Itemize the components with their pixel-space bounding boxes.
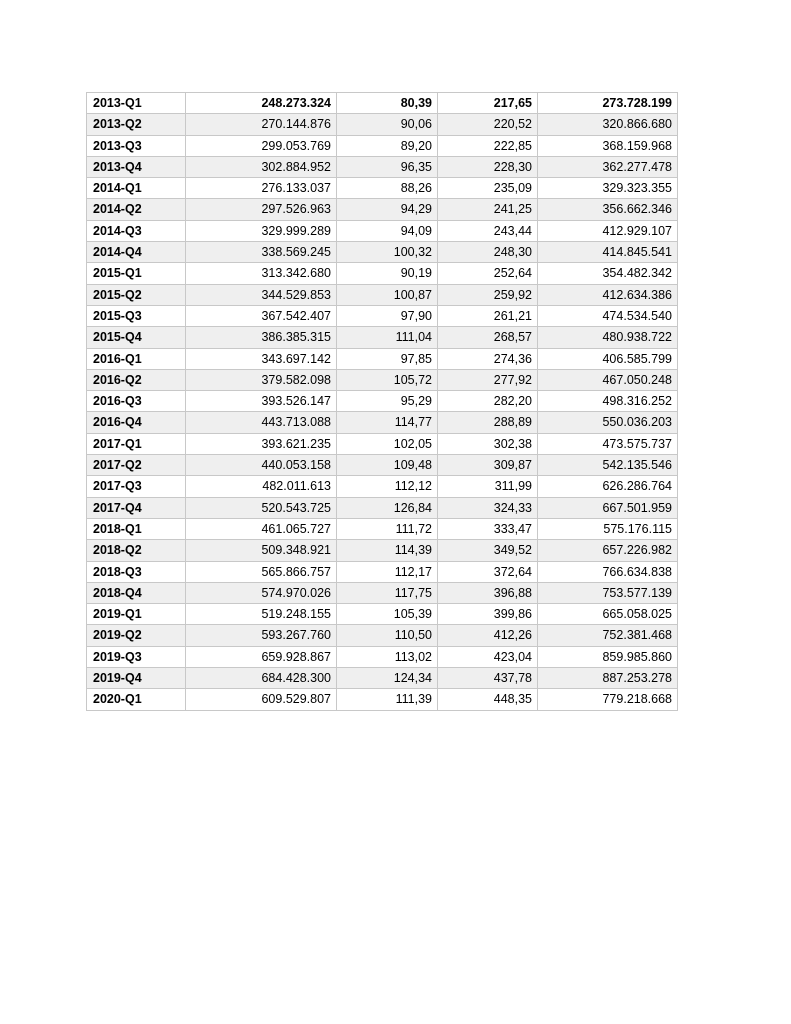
table-row	[87, 242, 678, 263]
value-a-cell: 593.267.760	[186, 625, 337, 646]
value-d-cell: 474.534.540	[538, 305, 678, 326]
value-c-cell: 261,21	[438, 305, 538, 326]
value-a-cell: 393.621.235	[186, 433, 337, 454]
value-d-cell: 753.577.139	[538, 582, 678, 603]
table-row	[87, 689, 678, 710]
table-row	[87, 625, 678, 646]
table-row	[87, 263, 678, 284]
value-c-cell: 302,38	[438, 433, 538, 454]
table-row	[87, 561, 678, 582]
value-a-cell: 367.542.407	[186, 305, 337, 326]
quarter-cell: 2014-Q2	[87, 199, 186, 220]
table-row	[87, 178, 678, 199]
value-b-cell: 105,39	[337, 604, 438, 625]
value-a-cell: 520.543.725	[186, 497, 337, 518]
quarter-cell: 2015-Q3	[87, 305, 186, 326]
quarter-cell: 2018-Q3	[87, 561, 186, 582]
table-body	[87, 93, 678, 711]
value-d-cell: 414.845.541	[538, 242, 678, 263]
value-d-cell: 665.058.025	[538, 604, 678, 625]
value-d-cell: 273.728.199	[538, 93, 678, 114]
quarter-cell: 2016-Q4	[87, 412, 186, 433]
value-c-cell: 423,04	[438, 646, 538, 667]
quarter-cell: 2016-Q2	[87, 369, 186, 390]
value-d-cell: 473.575.737	[538, 433, 678, 454]
quarter-cell: 2018-Q4	[87, 582, 186, 603]
table-row	[87, 284, 678, 305]
table-row	[87, 369, 678, 390]
quarter-cell: 2018-Q1	[87, 518, 186, 539]
value-a-cell: 248.273.324	[186, 93, 337, 114]
table-row	[87, 455, 678, 476]
quarter-cell: 2016-Q3	[87, 391, 186, 412]
value-b-cell: 111,04	[337, 327, 438, 348]
table-row	[87, 135, 678, 156]
value-c-cell: 248,30	[438, 242, 538, 263]
value-c-cell: 437,78	[438, 668, 538, 689]
value-a-cell: 379.582.098	[186, 369, 337, 390]
value-b-cell: 96,35	[337, 156, 438, 177]
value-a-cell: 461.065.727	[186, 518, 337, 539]
quarter-cell: 2013-Q4	[87, 156, 186, 177]
value-c-cell: 220,52	[438, 114, 538, 135]
value-d-cell: 412.634.386	[538, 284, 678, 305]
value-c-cell: 448,35	[438, 689, 538, 710]
table-row	[87, 433, 678, 454]
table-row	[87, 646, 678, 667]
value-c-cell: 282,20	[438, 391, 538, 412]
value-a-cell: 329.999.289	[186, 220, 337, 241]
quarter-cell: 2013-Q3	[87, 135, 186, 156]
table-row	[87, 604, 678, 625]
value-d-cell: 550.036.203	[538, 412, 678, 433]
table-row	[87, 93, 678, 114]
table-row	[87, 391, 678, 412]
quarter-cell: 2014-Q4	[87, 242, 186, 263]
table-row	[87, 199, 678, 220]
value-b-cell: 90,19	[337, 263, 438, 284]
value-d-cell: 887.253.278	[538, 668, 678, 689]
value-d-cell: 752.381.468	[538, 625, 678, 646]
value-c-cell: 333,47	[438, 518, 538, 539]
value-a-cell: 313.342.680	[186, 263, 337, 284]
quarter-cell: 2019-Q4	[87, 668, 186, 689]
value-d-cell: 542.135.546	[538, 455, 678, 476]
value-b-cell: 105,72	[337, 369, 438, 390]
table-row	[87, 156, 678, 177]
value-c-cell: 252,64	[438, 263, 538, 284]
value-a-cell: 302.884.952	[186, 156, 337, 177]
value-a-cell: 338.569.245	[186, 242, 337, 263]
value-b-cell: 88,26	[337, 178, 438, 199]
value-b-cell: 90,06	[337, 114, 438, 135]
value-b-cell: 114,77	[337, 412, 438, 433]
value-a-cell: 393.526.147	[186, 391, 337, 412]
value-a-cell: 440.053.158	[186, 455, 337, 476]
value-b-cell: 117,75	[337, 582, 438, 603]
quarter-cell: 2013-Q2	[87, 114, 186, 135]
value-b-cell: 94,29	[337, 199, 438, 220]
value-d-cell: 766.634.838	[538, 561, 678, 582]
value-b-cell: 80,39	[337, 93, 438, 114]
value-d-cell: 480.938.722	[538, 327, 678, 348]
table-row	[87, 582, 678, 603]
value-a-cell: 574.970.026	[186, 582, 337, 603]
value-a-cell: 509.348.921	[186, 540, 337, 561]
value-d-cell: 356.662.346	[538, 199, 678, 220]
quarter-cell: 2019-Q3	[87, 646, 186, 667]
table-row	[87, 412, 678, 433]
value-a-cell: 297.526.963	[186, 199, 337, 220]
value-b-cell: 94,09	[337, 220, 438, 241]
value-b-cell: 111,39	[337, 689, 438, 710]
value-b-cell: 112,12	[337, 476, 438, 497]
table-row	[87, 476, 678, 497]
table-row	[87, 220, 678, 241]
quarter-cell: 2016-Q1	[87, 348, 186, 369]
value-d-cell: 368.159.968	[538, 135, 678, 156]
value-b-cell: 109,48	[337, 455, 438, 476]
quarter-cell: 2019-Q2	[87, 625, 186, 646]
value-c-cell: 396,88	[438, 582, 538, 603]
value-c-cell: 235,09	[438, 178, 538, 199]
quarter-cell: 2013-Q1	[87, 93, 186, 114]
value-a-cell: 609.529.807	[186, 689, 337, 710]
value-b-cell: 95,29	[337, 391, 438, 412]
table-row	[87, 497, 678, 518]
quarter-cell: 2019-Q1	[87, 604, 186, 625]
value-d-cell: 412.929.107	[538, 220, 678, 241]
quarter-cell: 2018-Q2	[87, 540, 186, 561]
table-row	[87, 348, 678, 369]
value-c-cell: 309,87	[438, 455, 538, 476]
value-d-cell: 779.218.668	[538, 689, 678, 710]
value-b-cell: 100,32	[337, 242, 438, 263]
table-row	[87, 518, 678, 539]
value-d-cell: 575.176.115	[538, 518, 678, 539]
value-b-cell: 97,90	[337, 305, 438, 326]
value-b-cell: 111,72	[337, 518, 438, 539]
value-b-cell: 89,20	[337, 135, 438, 156]
value-a-cell: 565.866.757	[186, 561, 337, 582]
value-a-cell: 443.713.088	[186, 412, 337, 433]
value-d-cell: 657.226.982	[538, 540, 678, 561]
value-c-cell: 217,65	[438, 93, 538, 114]
value-c-cell: 243,44	[438, 220, 538, 241]
value-c-cell: 412,26	[438, 625, 538, 646]
quarter-cell: 2015-Q1	[87, 263, 186, 284]
table-row	[87, 114, 678, 135]
quarter-cell: 2014-Q1	[87, 178, 186, 199]
value-a-cell: 659.928.867	[186, 646, 337, 667]
value-c-cell: 222,85	[438, 135, 538, 156]
table-row	[87, 540, 678, 561]
value-c-cell: 324,33	[438, 497, 538, 518]
value-b-cell: 102,05	[337, 433, 438, 454]
value-d-cell: 467.050.248	[538, 369, 678, 390]
table-row	[87, 327, 678, 348]
quarter-cell: 2020-Q1	[87, 689, 186, 710]
value-d-cell: 406.585.799	[538, 348, 678, 369]
table-row	[87, 668, 678, 689]
value-a-cell: 482.011.613	[186, 476, 337, 497]
quarter-cell: 2017-Q3	[87, 476, 186, 497]
value-b-cell: 126,84	[337, 497, 438, 518]
value-c-cell: 259,92	[438, 284, 538, 305]
quarter-cell: 2017-Q4	[87, 497, 186, 518]
value-c-cell: 268,57	[438, 327, 538, 348]
quarter-cell: 2017-Q2	[87, 455, 186, 476]
value-b-cell: 97,85	[337, 348, 438, 369]
value-b-cell: 100,87	[337, 284, 438, 305]
value-d-cell: 320.866.680	[538, 114, 678, 135]
value-c-cell: 349,52	[438, 540, 538, 561]
value-d-cell: 329.323.355	[538, 178, 678, 199]
value-c-cell: 274,36	[438, 348, 538, 369]
value-c-cell: 399,86	[438, 604, 538, 625]
quarterly-data-table	[86, 92, 678, 711]
value-c-cell: 228,30	[438, 156, 538, 177]
value-d-cell: 362.277.478	[538, 156, 678, 177]
quarter-cell: 2017-Q1	[87, 433, 186, 454]
value-c-cell: 288,89	[438, 412, 538, 433]
value-b-cell: 112,17	[337, 561, 438, 582]
value-d-cell: 859.985.860	[538, 646, 678, 667]
value-a-cell: 519.248.155	[186, 604, 337, 625]
value-b-cell: 110,50	[337, 625, 438, 646]
table-row	[87, 305, 678, 326]
quarter-cell: 2015-Q4	[87, 327, 186, 348]
value-a-cell: 344.529.853	[186, 284, 337, 305]
value-b-cell: 113,02	[337, 646, 438, 667]
value-c-cell: 277,92	[438, 369, 538, 390]
value-d-cell: 667.501.959	[538, 497, 678, 518]
quarter-cell: 2014-Q3	[87, 220, 186, 241]
value-b-cell: 124,34	[337, 668, 438, 689]
value-a-cell: 343.697.142	[186, 348, 337, 369]
value-b-cell: 114,39	[337, 540, 438, 561]
value-a-cell: 386.385.315	[186, 327, 337, 348]
value-d-cell: 626.286.764	[538, 476, 678, 497]
value-d-cell: 498.316.252	[538, 391, 678, 412]
value-a-cell: 684.428.300	[186, 668, 337, 689]
value-c-cell: 311,99	[438, 476, 538, 497]
value-a-cell: 299.053.769	[186, 135, 337, 156]
value-a-cell: 276.133.037	[186, 178, 337, 199]
value-a-cell: 270.144.876	[186, 114, 337, 135]
value-c-cell: 241,25	[438, 199, 538, 220]
quarter-cell: 2015-Q2	[87, 284, 186, 305]
value-c-cell: 372,64	[438, 561, 538, 582]
value-d-cell: 354.482.342	[538, 263, 678, 284]
